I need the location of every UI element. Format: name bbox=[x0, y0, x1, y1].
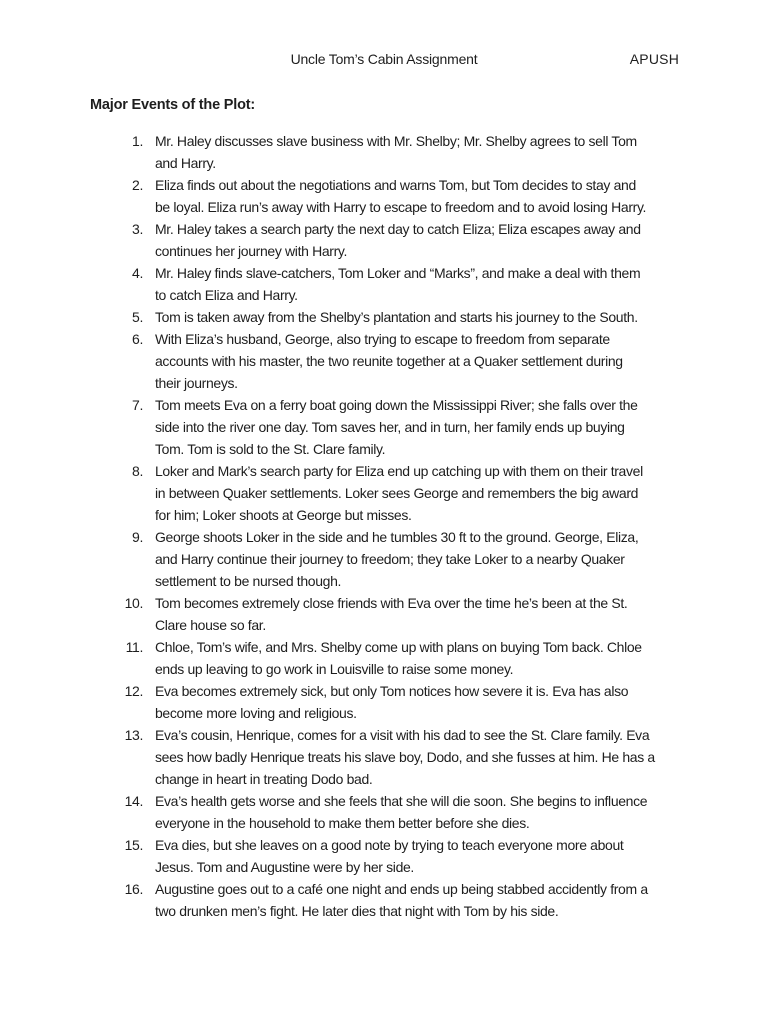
list-item-number: 13. bbox=[124, 727, 143, 743]
list-item-text bbox=[155, 834, 623, 878]
text-line: for him; Loker shoots at George but misses. bbox=[155, 507, 412, 523]
text-line: Tom. Tom is sold to the St. Clare family. bbox=[155, 441, 386, 457]
list-item-number: 7. bbox=[132, 397, 143, 413]
course-label: APUSH bbox=[629, 51, 679, 67]
list-item bbox=[90, 306, 768, 328]
list-item-text bbox=[155, 636, 642, 680]
list-item-number: 2. bbox=[132, 177, 143, 193]
text-line: Jesus. Tom and Augustine were by her side. bbox=[155, 859, 414, 875]
text-line: settlement to be nursed though. bbox=[155, 573, 342, 589]
text-line: accounts with his master, the two reunite together at a Quaker settlement during bbox=[155, 353, 623, 369]
list-item bbox=[90, 592, 768, 636]
text-line: their journeys. bbox=[155, 375, 238, 391]
list-item bbox=[90, 174, 768, 218]
text-line: Eva’s cousin, Henrique, comes for a visit with his dad to see the St. Clare family. Eva bbox=[155, 727, 650, 743]
list-item-number: 10. bbox=[124, 595, 143, 611]
list-item-text bbox=[155, 306, 638, 328]
list-item-text bbox=[155, 130, 637, 174]
list-item bbox=[90, 790, 768, 834]
list-item-text bbox=[155, 790, 647, 834]
list-item-number: 11. bbox=[125, 639, 143, 655]
list-item-number: 3. bbox=[132, 221, 143, 237]
list-item-text bbox=[155, 526, 638, 592]
list-item-text bbox=[155, 724, 655, 790]
list-item bbox=[90, 724, 768, 790]
text-line: Clare house so far. bbox=[155, 617, 266, 633]
text-line: and Harry continue their journey to freedom; they take Loker to a nearby Quaker bbox=[155, 551, 625, 567]
list-item-text bbox=[155, 218, 641, 262]
text-line: Mr. Haley discusses slave business with Mr. Shelby; Mr. Shelby agrees to sell Tom bbox=[155, 133, 637, 149]
text-line: ends up leaving to go work in Louisville to raise some money. bbox=[155, 661, 514, 677]
list-item-number: 5. bbox=[132, 309, 143, 325]
list-item bbox=[90, 218, 768, 262]
list-item-number: 8. bbox=[132, 463, 143, 479]
list-item bbox=[90, 878, 768, 922]
text-line: change in heart in treating Dodo bad. bbox=[155, 771, 373, 787]
text-line: two drunken men’s fight. He later dies that night with Tom by his side. bbox=[155, 903, 559, 919]
list-item-text bbox=[155, 460, 643, 526]
document-header bbox=[0, 48, 768, 70]
list-item bbox=[90, 328, 768, 394]
text-line: Eva becomes extremely sick, but only Tom notices how severe it is. Eva has also bbox=[155, 683, 629, 699]
list-item-number: 6. bbox=[132, 331, 143, 347]
list-item-text bbox=[155, 680, 628, 724]
list-item-text bbox=[155, 592, 627, 636]
text-line: Mr. Haley finds slave-catchers, Tom Loker and “Marks”, and make a deal with them bbox=[155, 265, 641, 281]
text-line: and Harry. bbox=[155, 155, 216, 171]
text-line: everyone in the household to make them better before she dies. bbox=[155, 815, 530, 831]
list-item-text bbox=[155, 394, 638, 460]
events-list bbox=[90, 130, 768, 922]
list-item-number: 9. bbox=[132, 529, 143, 545]
text-line: Tom meets Eva on a ferry boat going down the Mississippi River; she falls over the bbox=[155, 397, 638, 413]
list-item-number: 12. bbox=[124, 683, 143, 699]
list-item bbox=[90, 130, 768, 174]
text-line: Mr. Haley takes a search party the next day to catch Eliza; Eliza escapes away and bbox=[155, 221, 641, 237]
text-line: Eva dies, but she leaves on a good note by trying to teach everyone more about bbox=[155, 837, 624, 853]
list-item-number: 15. bbox=[124, 837, 143, 853]
text-line: Eliza finds out about the negotiations and warns Tom, but Tom decides to stay and bbox=[155, 177, 636, 193]
list-item bbox=[90, 636, 768, 680]
document-title: Uncle Tom’s Cabin Assignment bbox=[290, 51, 478, 67]
list-item bbox=[90, 680, 768, 724]
list-item-number: 4. bbox=[132, 265, 143, 281]
text-line: With Eliza’s husband, George, also trying to escape to freedom from separate bbox=[155, 331, 610, 347]
text-line: sees how badly Henrique treats his slave boy, Dodo, and she fusses at him. He has a bbox=[155, 749, 655, 765]
list-item-number: 16. bbox=[124, 881, 143, 897]
text-line: be loyal. Eliza run’s away with Harry to escape to freedom and to avoid losing Harry. bbox=[155, 199, 647, 215]
list-item-text bbox=[155, 174, 646, 218]
text-line: in between Quaker settlements. Loker sees George and remembers the big award bbox=[155, 485, 639, 501]
list-item bbox=[90, 394, 768, 460]
text-line: Tom is taken away from the Shelby’s plantation and starts his journey to the South. bbox=[155, 309, 638, 325]
text-line: Augustine goes out to a café one night and ends up being stabbed accidently from a bbox=[155, 881, 648, 897]
list-item-number: 1. bbox=[132, 133, 143, 149]
list-item bbox=[90, 834, 768, 878]
list-item bbox=[90, 262, 768, 306]
text-line: to catch Eliza and Harry. bbox=[155, 287, 298, 303]
text-line: George shoots Loker in the side and he tumbles 30 ft to the ground. George, Eliza, bbox=[155, 529, 639, 545]
text-line: Tom becomes extremely close friends with Eva over the time he’s been at the St. bbox=[155, 595, 628, 611]
text-line: become more loving and religious. bbox=[155, 705, 357, 721]
text-line: continues her journey with Harry. bbox=[155, 243, 348, 259]
list-item-number: 14. bbox=[124, 793, 143, 809]
text-line: side into the river one day. Tom saves her, and in turn, her family ends up buying bbox=[155, 419, 625, 435]
text-line: Chloe, Tom’s wife, and Mrs. Shelby come up with plans on buying Tom back. Chloe bbox=[155, 639, 642, 655]
text-line: Eva’s health gets worse and she feels that she will die soon. She begins to influence bbox=[155, 793, 648, 809]
list-item-text bbox=[155, 878, 648, 922]
list-item bbox=[90, 526, 768, 592]
list-item-text bbox=[155, 262, 640, 306]
list-item-text bbox=[155, 328, 623, 394]
list-item bbox=[90, 460, 768, 526]
text-line: Loker and Mark’s search party for Eliza end up catching up with them on their travel bbox=[155, 463, 643, 479]
section-heading: Major Events of the Plot: bbox=[90, 97, 255, 113]
